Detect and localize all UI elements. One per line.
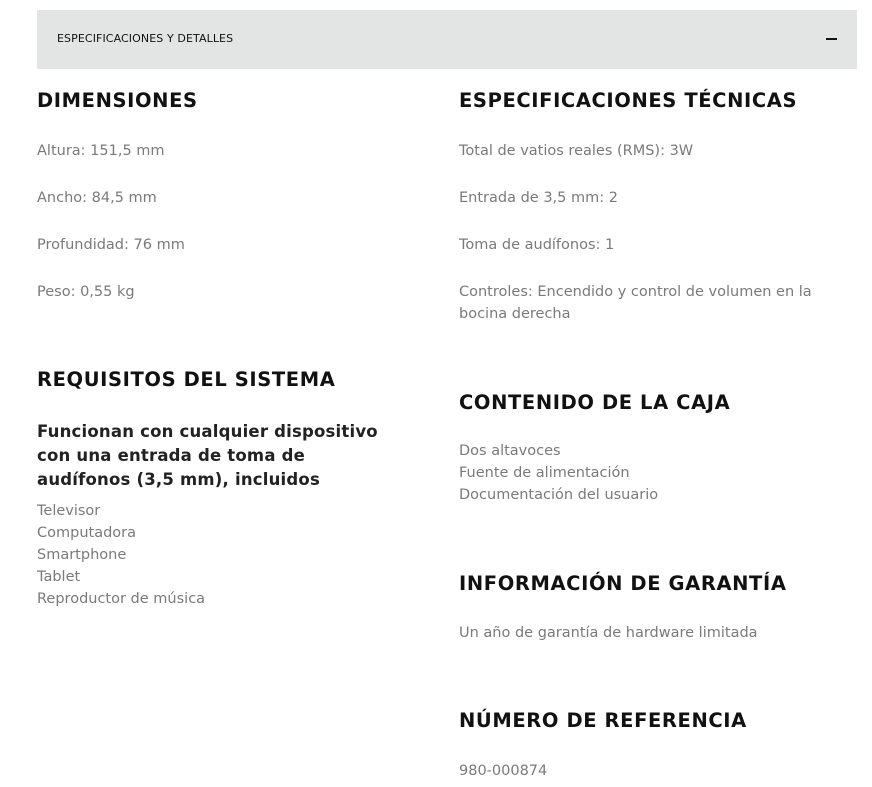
dimension-depth: Profundidad: 76 mm <box>37 237 185 253</box>
box-contents-heading: CONTENIDO DE LA CAJA <box>459 391 731 414</box>
list-item: Reproductor de música <box>37 591 206 607</box>
warranty-text: Un año de garantía de hardware limitada <box>459 625 758 641</box>
spec-rms-power: Total de vatios reales (RMS): 3W <box>459 143 694 159</box>
minus-icon[interactable] <box>826 38 837 40</box>
part-number-value: 980-000874 <box>459 763 548 779</box>
specs-accordion-header[interactable] <box>37 10 857 69</box>
warranty-heading: INFORMACIÓN DE GARANTÍA <box>459 572 787 595</box>
part-number-heading: NÚMERO DE REFERENCIA <box>459 709 747 732</box>
dimension-height: Altura: 151,5 mm <box>37 143 165 159</box>
system-requirements-lead: Funcionan con cualquier dispositivo con una entrada de toma de audífonos (3,5 mm), incluidos <box>37 422 378 489</box>
spec-controls: Controles: Encendido y control de volumen en la bocina derecha <box>459 284 812 322</box>
system-requirements-heading: REQUISITOS DEL SISTEMA <box>37 368 336 391</box>
list-item: Smartphone <box>37 547 127 563</box>
tech-specs-heading: ESPECIFICACIONES TÉCNICAS <box>459 89 798 112</box>
accordion-title: ESPECIFICACIONES Y DETALLES <box>57 32 234 45</box>
list-item: Tablet <box>37 569 81 585</box>
list-item: Dos altavoces <box>459 443 561 459</box>
compatible-devices-list <box>37 500 205 610</box>
spec-headphone-jack: Toma de audífonos: 1 <box>459 237 615 253</box>
list-item: Fuente de alimentación <box>459 465 630 481</box>
list-item: Computadora <box>37 525 137 541</box>
dimension-weight: Peso: 0,55 kg <box>37 284 135 300</box>
list-item: Documentación del usuario <box>459 487 659 503</box>
list-item: Televisor <box>37 503 101 519</box>
spec-input-jack: Entrada de 3,5 mm: 2 <box>459 190 618 206</box>
box-contents-list <box>459 440 658 506</box>
dimension-width: Ancho: 84,5 mm <box>37 190 157 206</box>
dimensions-heading: DIMENSIONES <box>37 89 198 112</box>
